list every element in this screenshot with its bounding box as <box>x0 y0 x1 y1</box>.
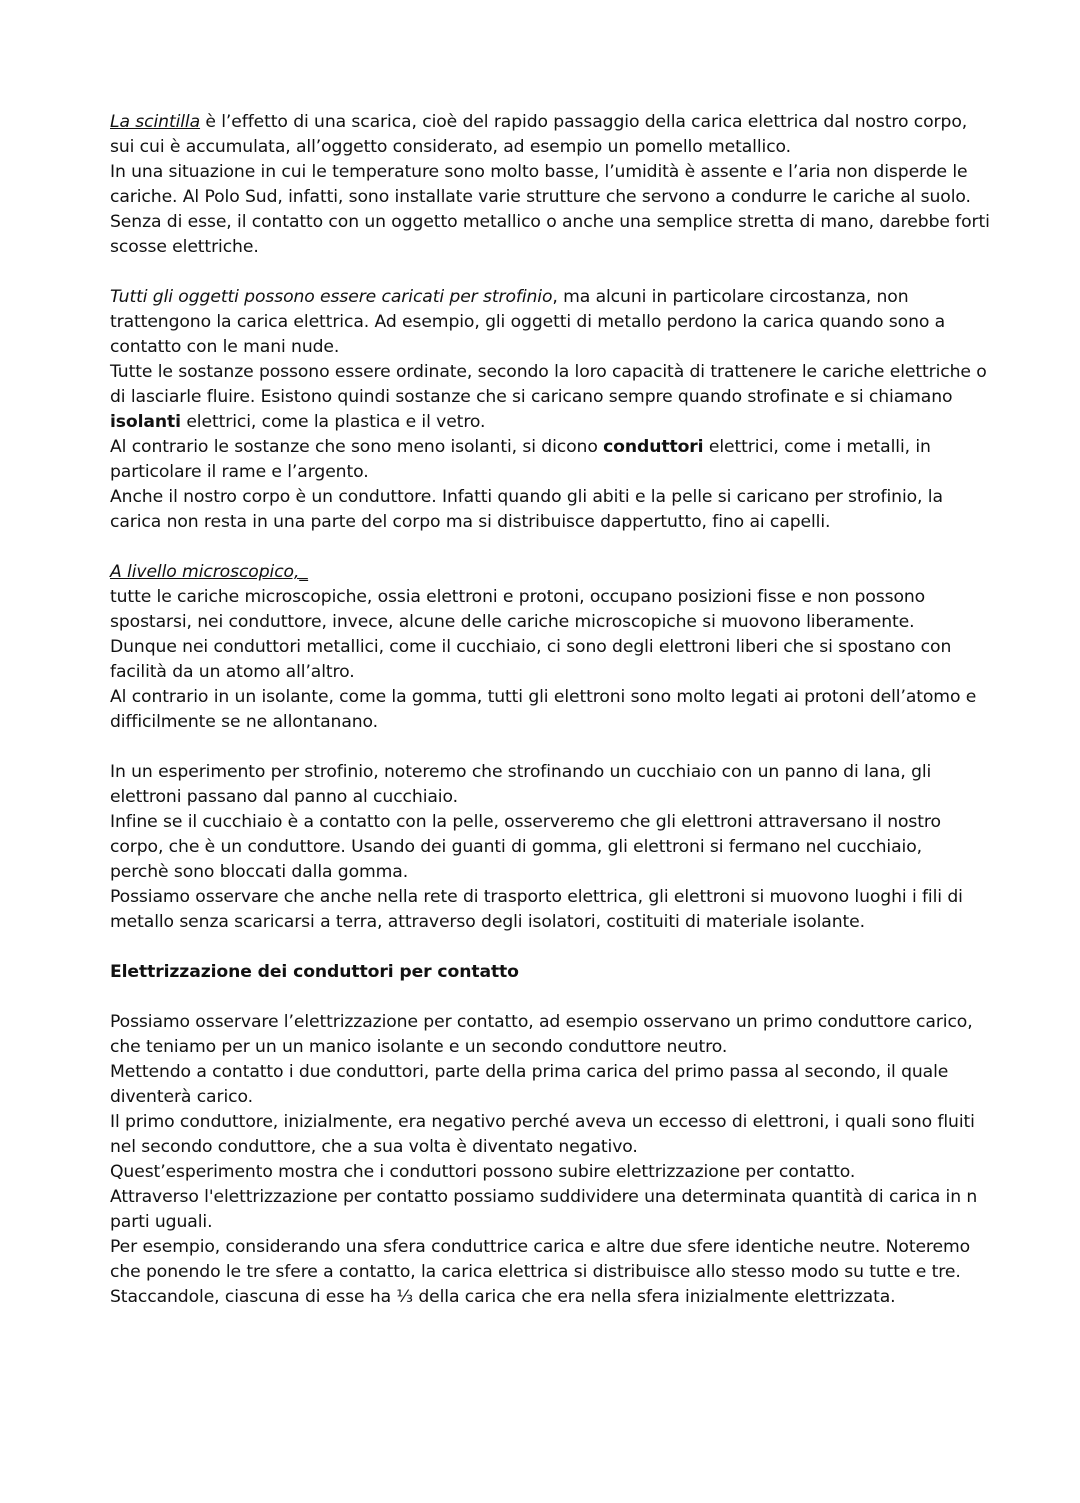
paragraph-contatto: Possiamo osservare l’elettrizzazione per contatto, ad esempio osservano un primo conduttore carico, che teniamo per un un manico isolante e un secondo conduttore neutro. Mettendo a contatto i due conduttori, parte della prima carica del primo passa al secondo, il quale diventerà carico. Il primo conduttore, inizialmente, era negativo perché aveva un eccesso di elettroni, i quali sono fluiti nel secondo conduttore, che a sua volta è diventato negativo. Quest’esperimento mostra che i conduttori possono subire elettrizzazione per contatto. Attraverso l'elettrizzazione per contatto possiamo suddividere una determinata quantità di carica in n parti uguali. Per esempio, considerando una sfera conduttrice carica e altre due sfere identiche neutre. Noteremo che ponendo le tre sfere a contatto, la carica elettrica si distribuisce allo stesso modo su tutte e tre. Staccandole, ciascuna di esse ha ⅓ della carica che era nella sfera inizialmente elettrizzata. <box>110 1012 978 1307</box>
paragraph-microscopico: A livello microscopico,_ tutte le cariche microscopiche, ossia elettroni e protoni, occupano posizioni fisse e non possono spostarsi, nei conduttore, invece, alcune delle cariche microscopiche si muovono liberamente. Dunque nei conduttori metallici, come il cucchiaio, ci sono degli elettroni liberi che si spostano con facilità da un atomo all’altro. Al contrario in un isolante, come la gomma, tutti gli elettroni sono molto legati ai protoni dell’atomo e difficilmente se ne allontanano. <box>110 562 977 732</box>
document-page <box>110 110 990 1310</box>
term-strofinio: Tutti gli oggetti possono essere caricati per strofinio <box>110 287 553 307</box>
term-conduttori: conduttori <box>603 437 704 457</box>
term-isolanti: isolanti <box>110 412 181 432</box>
term-scintilla: La scintilla <box>110 112 201 132</box>
paragraph-esperimento: In un esperimento per strofinio, noteremo che strofinando un cucchiaio con un panno di lana, gli elettroni passano dal panno al cucchiaio. Infine se il cucchiaio è a contatto con la pelle, osserveremo che gli elettroni attraversano il nostro corpo, che è un conduttore. Usando dei guanti di gomma, gli elettroni si fermano nel cucchiaio, perchè sono bloccati dalla gomma. Possiamo osservare che anche nella rete di trasporto elettrica, gli elettroni si muovono luoghi i fili di metallo senza scaricarsi a terra, attraverso degli isolatori, costituiti di materiale isolante. <box>110 762 963 932</box>
term-microscopico: A livello microscopico,_ <box>110 562 308 582</box>
section-heading: Elettrizzazione dei conduttori per contatto <box>110 962 519 982</box>
paragraph-isolanti-conduttori: Tutti gli oggetti possono essere caricati per strofinio, ma alcuni in particolare circostanza, non trattengono la carica elettrica. Ad esempio, gli oggetti di metallo perdono la carica quando sono a contatto con le mani nude. Tutte le sostanze possono essere ordinate, secondo la loro capacità di trattenere le cariche elettriche o di lasciarle fluire. Esistono quindi sostanze che si caricano sempre quando strofinate e si chiamano isolanti elettrici, come la plastica e il vetro. Al contrario le sostanze che sono meno isolanti, si dicono conduttori elettrici, come i metalli, in particolare il rame e l’argento. Anche il nostro corpo è un conduttore. Infatti quando gli abiti e la pelle si caricano per strofinio, la carica non resta in una parte del corpo ma si distribuisce dappertutto, fino ai capelli. <box>110 287 987 532</box>
paragraph-scintilla: La scintilla è l’effetto di una scarica, cioè del rapido passaggio della carica elettrica dal nostro corpo, sui cui è accumulata, all’oggetto considerato, ad esempio un pomello metallico. In una situazione in cui le temperature sono molto basse, l’umidità è assente e l’aria non disperde le cariche. Al Polo Sud, infatti, sono installate varie strutture che servono a condurre le cariche al suolo. Senza di esse, il contatto con un oggetto metallico o anche una semplice stretta di mano, darebbe forti scosse elettriche. <box>110 112 990 257</box>
